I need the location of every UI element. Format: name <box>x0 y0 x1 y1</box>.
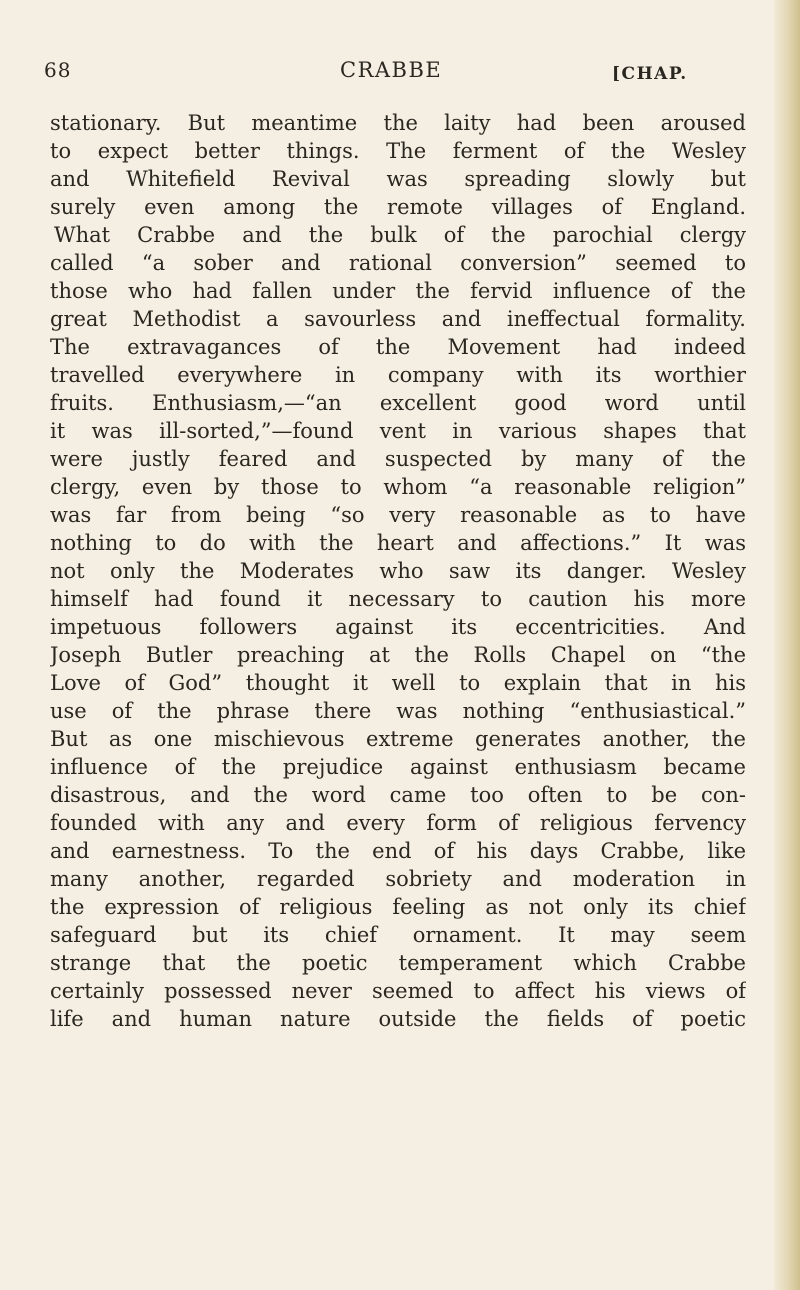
body-paragraph <box>50 109 746 1033</box>
text-line: were justly feared and suspected by many of the <box>50 447 746 471</box>
chapter-label: [CHAP. <box>612 64 688 84</box>
text-line: not only the Moderates who saw its danger. Wesley <box>50 559 746 583</box>
text-line: impetuous followers against its eccentricities. And <box>50 615 746 639</box>
text-line: travelled everywhere in company with its worthier <box>50 363 746 387</box>
text-line: clergy, even by those to whom “a reasonable religion” <box>50 475 746 499</box>
running-title: CRABBE <box>340 58 443 82</box>
text-line: stationary. But meantime the laity had been aroused <box>50 111 746 135</box>
text-line: fruits. Enthusiasm,—“an excellent good word until <box>50 391 746 415</box>
text-line: What Crabbe and the bulk of the parochial clergy <box>54 223 746 247</box>
page-number: 68 <box>44 58 72 82</box>
text-line: those who had fallen under the fervid influence of the <box>50 279 746 303</box>
text-line: many another, regarded sobriety and moderation in <box>50 867 746 891</box>
text-line: But as one mischievous extreme generates another, the <box>50 727 746 751</box>
text-line: safeguard but its chief ornament. It may seem <box>50 923 746 947</box>
text-line: influence of the prejudice against enthusiasm became <box>50 755 746 779</box>
text-line: life and human nature outside the fields of poetic <box>50 1007 746 1031</box>
text-line: was far from being “so very reasonable as to have <box>50 503 746 527</box>
text-line: founded with any and every form of religious fervency <box>50 811 746 835</box>
text-line: himself had found it necessary to caution his more <box>50 587 746 611</box>
text-line: The extravagances of the Movement had indeed <box>50 335 746 359</box>
text-line: the expression of religious feeling as not only its chief <box>50 895 746 919</box>
text-line: and Whitefield Revival was spreading slowly but <box>50 167 746 191</box>
text-line: strange that the poetic temperament which Crabbe <box>50 951 746 975</box>
text-line: it was ill-sorted,”—found vent in various shapes that <box>50 419 746 443</box>
running-header <box>0 52 800 92</box>
text-line: certainly possessed never seemed to affect his views of <box>50 979 746 1003</box>
text-line: Love of God” thought it well to explain that in his <box>50 671 746 695</box>
text-line: use of the phrase there was nothing “enthusiastical.” <box>50 699 746 723</box>
text-line: great Methodist a savourless and ineffectual formality. <box>50 307 746 331</box>
text-line: surely even among the remote villages of England. <box>50 195 746 219</box>
text-line: to expect better things. The ferment of the Wesley <box>50 139 746 163</box>
text-line: nothing to do with the heart and affections.” It was <box>50 531 746 555</box>
text-line: called “a sober and rational conversion” seemed to <box>50 251 746 275</box>
text-line: disastrous, and the word came too often to be con- <box>50 783 746 807</box>
page-edge <box>774 0 800 1290</box>
text-line: Joseph Butler preaching at the Rolls Chapel on “the <box>50 643 746 667</box>
text-line: and earnestness. To the end of his days Crabbe, like <box>50 839 746 863</box>
